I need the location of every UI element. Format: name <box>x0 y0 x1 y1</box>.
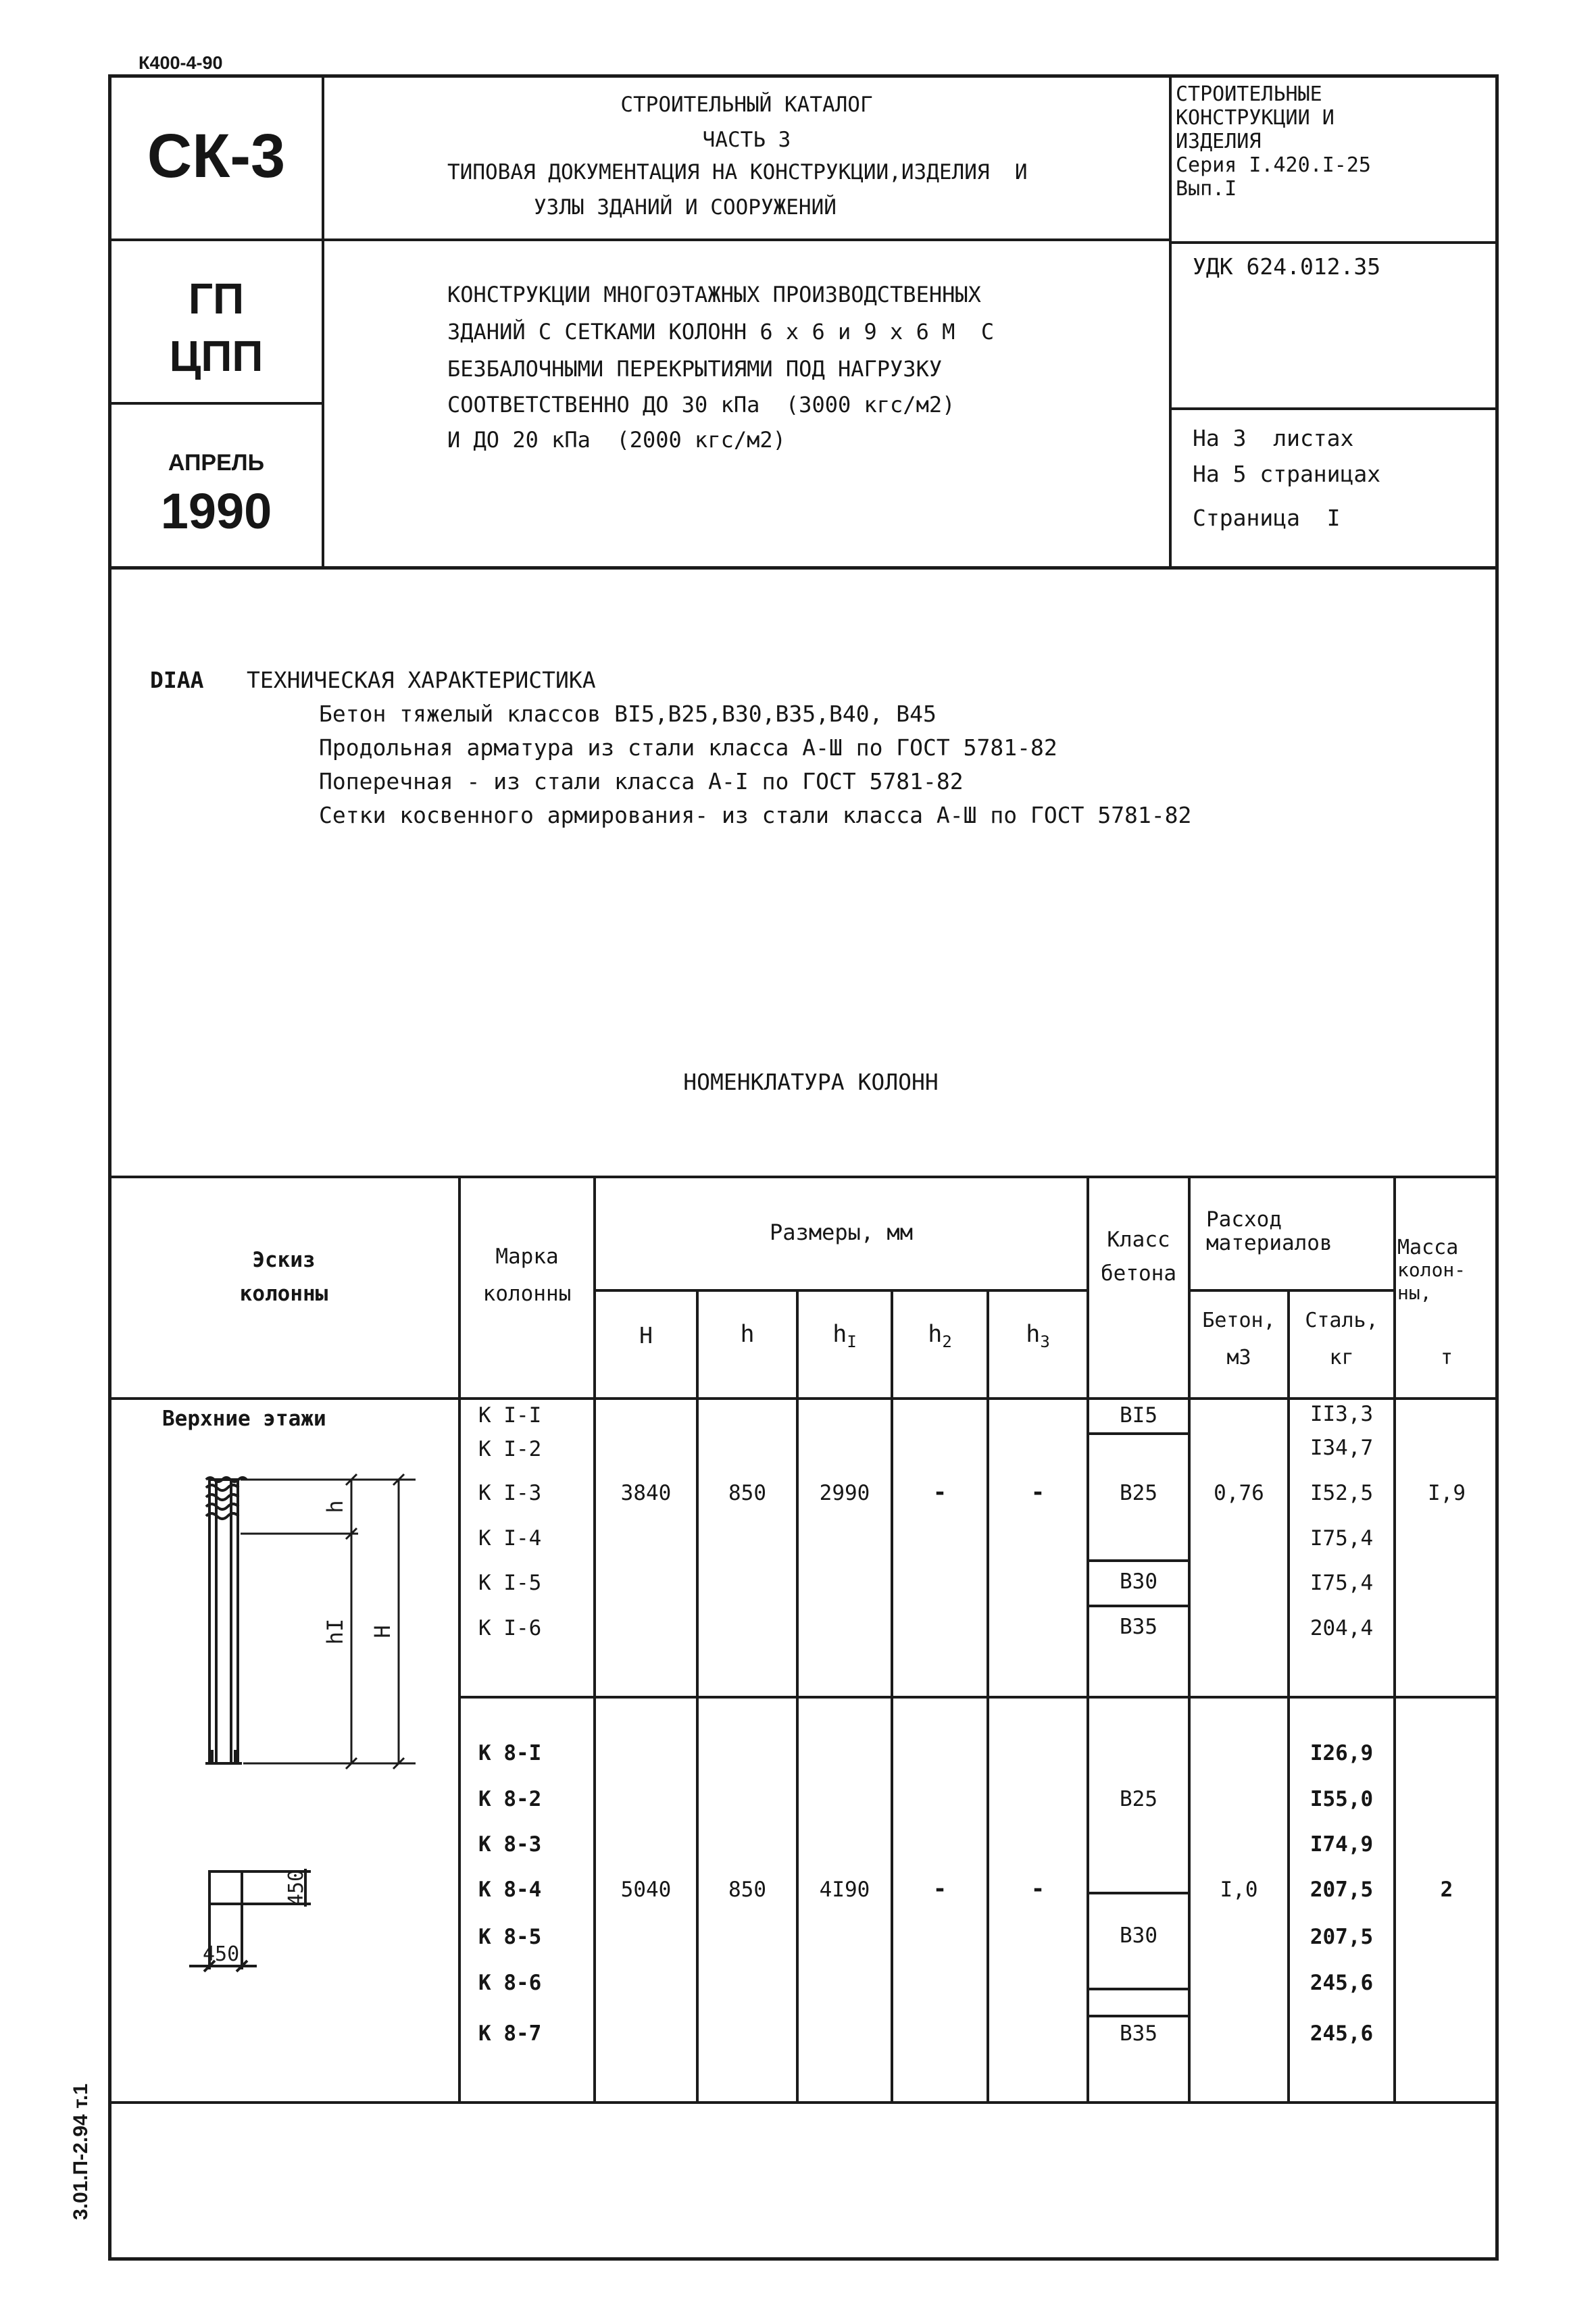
g1-h2: - <box>932 1479 947 1506</box>
g2-steel-4: 207,5 <box>1310 1878 1374 1902</box>
header-steel-1: Сталь, <box>1305 1309 1378 1332</box>
sketch-caption: Верхние этажи <box>162 1407 326 1431</box>
sheet-count: На 3 листах <box>1193 425 1354 451</box>
section-line-2: КОНСТРУКЦИИ И <box>1176 106 1335 130</box>
catalog-title-line-1: СТРОИТЕЛЬНЫЙ КАТАЛОГ <box>620 93 873 117</box>
header-h1-sub: I <box>847 1332 857 1351</box>
mark-k1-6: К I-6 <box>478 1616 542 1640</box>
g1-class-b15: BI5 <box>1120 1403 1157 1428</box>
g1-h1: 2990 <box>819 1481 870 1505</box>
doc-title-line-5: И ДО 20 кПа (2000 кгс/м2) <box>447 427 786 453</box>
dim-label-h1: hI <box>322 1618 348 1645</box>
g2-h3: - <box>1030 1876 1045 1903</box>
g2-steel-5: 207,5 <box>1310 1925 1374 1949</box>
header-h2 <box>893 1323 987 1350</box>
catalog-title-line-4: УЗЛЫ ЗДАНИЙ И СООРУЖЕНИЙ <box>534 195 837 220</box>
g2-h: 850 <box>728 1878 766 1902</box>
mark-k8-5: К 8-5 <box>478 1925 542 1949</box>
header-class-2: бетона <box>1101 1261 1176 1286</box>
header-sketch-1: Эскиз <box>252 1248 316 1272</box>
g1-steel-3: I52,5 <box>1310 1481 1374 1505</box>
tech-title: ТЕХНИЧЕСКАЯ ХАРАКТЕРИСТИКА <box>247 667 596 693</box>
header-H: H <box>639 1322 653 1349</box>
doc-title-line-4: СООТВЕТСТВЕННО ДО 30 кПа (3000 кгс/м2) <box>447 392 955 418</box>
header-concrete-1: Бетон, <box>1202 1309 1276 1332</box>
g1-h3: - <box>1030 1479 1045 1506</box>
g1-class-b35: B35 <box>1120 1615 1157 1639</box>
g2-h2: - <box>932 1876 947 1903</box>
doc-title-line-2: ЗДАНИЙ С СЕТКАМИ КОЛОНН 6 х 6 и 9 х 6 М С <box>447 319 995 345</box>
g2-class-b25: B25 <box>1120 1787 1157 1811</box>
column-sketch <box>189 1466 432 2061</box>
g1-steel-6: 204,4 <box>1310 1616 1374 1640</box>
g2-steel-3: I74,9 <box>1310 1832 1374 1857</box>
mark-k1-5: К I-5 <box>478 1571 542 1595</box>
g1-class-b25: B25 <box>1120 1481 1157 1505</box>
mark-k8-7: К 8-7 <box>478 2021 542 2046</box>
header-h3-letter: h <box>1026 1321 1041 1348</box>
catalog-title-line-3: ТИПОВАЯ ДОКУМЕНТАЦИЯ НА КОНСТРУКЦИИ,ИЗДЕЛИЯ И <box>447 160 1028 184</box>
header-sketch-2: колонны <box>239 1282 328 1306</box>
header-mass-3: ны, <box>1397 1282 1432 1304</box>
g2-steel-1: I26,9 <box>1310 1741 1374 1765</box>
g1-steel-1: II3,3 <box>1310 1402 1374 1426</box>
g2-steel-2: I55,0 <box>1310 1787 1374 1811</box>
header-class-1: Класс <box>1107 1228 1170 1252</box>
section-code: DIAA <box>150 667 204 693</box>
page-number: Страница I <box>1193 505 1341 531</box>
header-h1-letter: h <box>832 1321 847 1348</box>
g1-steel-4: I75,4 <box>1310 1526 1374 1551</box>
side-document-code: 3.01.П-2.94 т.1 <box>70 2083 92 2221</box>
header-sizes: Размеры, мм <box>770 1219 913 1245</box>
nomenclature-title: НОМЕНКЛАТУРА КОЛОНН <box>683 1069 939 1095</box>
header-h: h <box>740 1321 755 1348</box>
doc-title-line-1: КОНСТРУКЦИИ МНОГОЭТАЖНЫХ ПРОИЗВОДСТВЕННЫХ <box>447 282 981 307</box>
mark-k8-1: К 8-I <box>478 1741 542 1765</box>
column-elevation <box>205 1478 247 1763</box>
page-count: На 5 страницах <box>1193 461 1381 487</box>
header-mark-1: Марка <box>495 1244 559 1269</box>
series-number: Серия I.420.I-25 <box>1176 153 1371 177</box>
header-h3-sub: 3 <box>1040 1332 1050 1351</box>
issue-year: 1990 <box>160 483 272 539</box>
doc-title-line-3: БЕЗБАЛОЧНЫМИ ПЕРЕКРЫТИЯМИ ПОД НАГРУЗКУ <box>447 356 943 382</box>
g1-h: 850 <box>728 1481 766 1505</box>
g2-mass: 2 <box>1440 1878 1453 1902</box>
issue-number: Вып.I <box>1176 177 1237 201</box>
dim-label-h: h <box>322 1500 348 1513</box>
header-steel-2: кг <box>1329 1346 1354 1369</box>
header-mass-4: т <box>1440 1346 1453 1369</box>
g2-concrete: I,0 <box>1220 1878 1258 1902</box>
g1-mass: I,9 <box>1428 1481 1466 1505</box>
g1-concrete: 0,76 <box>1214 1481 1264 1505</box>
tech-line-2: Продольная арматура из стали класса А-Ш по ГОСТ 5781-82 <box>319 734 1057 761</box>
g2-h1: 4I90 <box>819 1878 870 1902</box>
mark-k1-1: К I-I <box>478 1403 542 1428</box>
mark-k8-4: К 8-4 <box>478 1878 542 1902</box>
header-consumption-1: Расход <box>1206 1207 1282 1232</box>
section-dim-bottom: 450 <box>203 1942 240 1966</box>
header-consumption-2: материалов <box>1206 1231 1332 1255</box>
mark-k8-2: К 8-2 <box>478 1787 542 1811</box>
header-mark-2: колонны <box>482 1282 572 1306</box>
mark-k8-3: К 8-3 <box>478 1832 542 1857</box>
udk-code: УДК 624.012.35 <box>1193 253 1381 280</box>
header-concrete-2: м3 <box>1226 1346 1251 1369</box>
header-h3 <box>989 1323 1087 1350</box>
g1-steel-2: I34,7 <box>1310 1436 1374 1460</box>
catalog-code: СК-3 <box>147 122 286 191</box>
mark-k1-2: К I-2 <box>478 1437 542 1461</box>
g2-H: 5040 <box>620 1878 672 1902</box>
mark-k1-4: К I-4 <box>478 1526 542 1551</box>
header-mass-1: Масса <box>1397 1236 1459 1259</box>
tech-line-1: Бетон тяжелый классов BI5,B25,B30,B35,B40, B45 <box>319 701 937 727</box>
g2-class-b35: B35 <box>1120 2021 1157 2046</box>
header-h2-sub: 2 <box>942 1332 952 1351</box>
issue-month: АПРЕЛЬ <box>168 450 265 476</box>
section-dim-side: 450 <box>284 1869 308 1907</box>
mark-k1-3: К I-3 <box>478 1481 542 1505</box>
tech-line-4: Сетки косвенного армирования- из стали класса А-Ш по ГОСТ 5781-82 <box>319 802 1192 828</box>
org-name-line1: ГП <box>188 274 245 323</box>
g2-steel-6: 245,6 <box>1310 1971 1374 1995</box>
mark-k8-6: К 8-6 <box>478 1971 542 1995</box>
header-h2-letter: h <box>928 1321 943 1348</box>
document-code: К400-4-90 <box>139 53 223 73</box>
g2-class-b30: B30 <box>1120 1923 1157 1948</box>
header-h1 <box>799 1323 891 1350</box>
g2-steel-7: 245,6 <box>1310 2021 1374 2046</box>
catalog-title-line-2: ЧАСТЬ 3 <box>702 128 791 152</box>
tech-line-3: Поперечная - из стали класса А-I по ГОСТ 5781-82 <box>319 768 964 795</box>
section-line-3: ИЗДЕЛИЯ <box>1176 130 1262 153</box>
g1-steel-5: I75,4 <box>1310 1571 1374 1595</box>
org-name-line2: ЦПП <box>169 332 264 380</box>
g1-H: 3840 <box>620 1481 672 1505</box>
section-line-1: СТРОИТЕЛЬНЫЕ <box>1176 82 1322 106</box>
dim-label-H: H <box>370 1625 395 1638</box>
g1-class-b30: B30 <box>1120 1569 1157 1594</box>
header-mass-2: колон- <box>1397 1259 1466 1281</box>
